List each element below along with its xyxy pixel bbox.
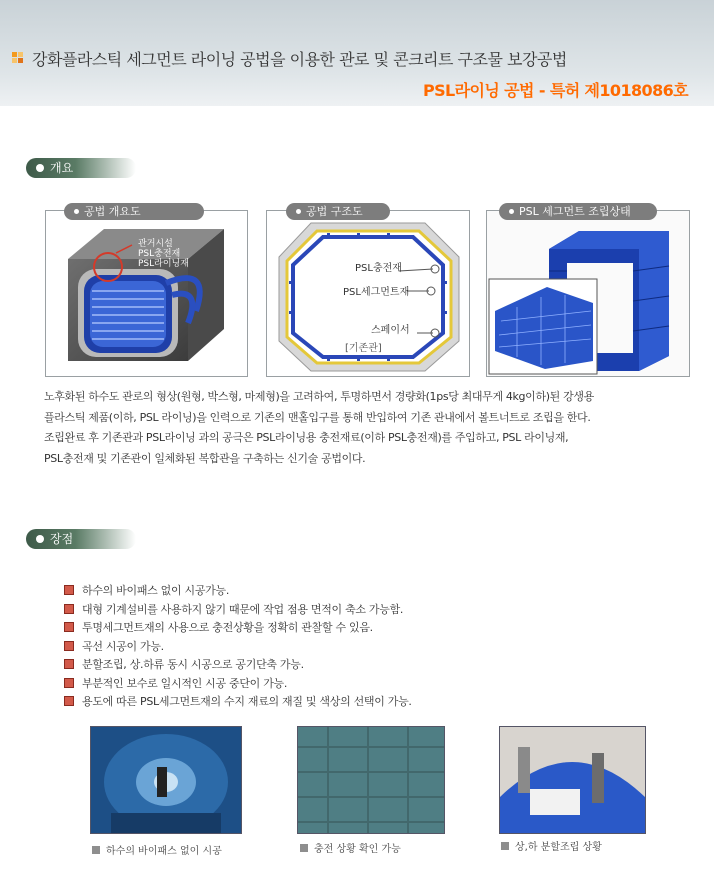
- panel-label-structure: 공법 구조도: [286, 203, 390, 220]
- checkbox-bullet-icon: [64, 585, 74, 595]
- panel-label-assembly: PSL 세그먼트 조립상태: [499, 203, 657, 220]
- page-title: 강화플라스틱 세그먼트 라이닝 공법을 이용한 관로 및 콘크리트 구조물 보강공법: [32, 50, 567, 69]
- overview-section-label: 개요: [26, 158, 136, 178]
- list-item: 대형 기계설비를 사용하지 않기 때문에 작업 점용 면적이 축소 가능함.: [64, 601, 412, 620]
- pipe-cross-section-diagram: [46, 211, 247, 376]
- list-item: 분할조립, 상.하류 동시 시공으로 공기단축 가능.: [64, 656, 412, 675]
- advantages-section-label: 장점: [26, 529, 136, 549]
- callout-filler: PSL충전재: [138, 249, 181, 259]
- photo-bypass: [90, 726, 242, 834]
- photo-caption: 충전 상황 확인 가능: [300, 840, 401, 855]
- callout-segment: PSL세그먼트재: [343, 287, 410, 298]
- checkbox-bullet-icon: [64, 678, 74, 688]
- bullet-icon: [296, 209, 301, 214]
- list-item: 곡선 시공이 가능.: [64, 638, 412, 657]
- square-bullet-icon: [92, 846, 100, 854]
- photo-filling-check: [297, 726, 445, 834]
- description-line: 플라스틱 제품(이하, PSL 라이닝)을 인력으로 기존의 맨홀입구를 통해 반입하여 기존 관내에서 볼트너트로 조립을 한다.: [44, 410, 591, 424]
- square-bullet-icon: [501, 842, 509, 850]
- segment-assembly-panel: [486, 210, 690, 377]
- orange-squares-icon: [12, 52, 24, 64]
- checkbox-bullet-icon: [64, 604, 74, 614]
- list-item: 하수의 바이패스 없이 시공가능.: [64, 582, 412, 601]
- method-overview-panel: [45, 210, 248, 377]
- checkbox-bullet-icon: [64, 641, 74, 651]
- overview-description: [44, 387, 684, 469]
- bullet-icon: [509, 209, 514, 214]
- list-item: 용도에 따른 PSL세그먼트재의 수지 재료의 재질 및 색상의 선택이 가능.: [64, 693, 412, 712]
- square-bullet-icon: [300, 844, 308, 852]
- checkbox-bullet-icon: [64, 659, 74, 669]
- list-item: 부분적인 보수로 일시적인 시공 중단이 가능.: [64, 675, 412, 694]
- bullet-icon: [36, 164, 44, 172]
- description-line: 노후화된 하수도 관로의 형상(원형, 박스형, 마제형)을 고려하여, 투명하면서 경량화(1ps당 최대무게 4kg이하)된 강생용: [44, 390, 594, 403]
- page-header: [0, 0, 714, 106]
- panel-label-overview: 공법 개요도: [64, 203, 204, 220]
- checkbox-bullet-icon: [64, 622, 74, 632]
- page-subtitle: PSL라이닝 공법 - 특허 제1018086호: [422, 81, 688, 100]
- callout-existing-pipe: [기존관]: [345, 343, 382, 354]
- photo-split-assembly: [499, 726, 646, 834]
- description-line: PSL충전재 및 기존관이 일체화된 복합관을 구축하는 신기술 공법이다.: [44, 451, 366, 465]
- callout-spacer: 스페이서: [371, 325, 410, 336]
- photo-caption: 하수의 바이패스 없이 시공: [92, 842, 222, 857]
- segment-assembly-photo: [487, 211, 689, 376]
- bullet-icon: [36, 535, 44, 543]
- list-item: 투명세그먼트재의 사용으로 충전상황을 정확히 관찰할 수 있음.: [64, 619, 412, 638]
- method-structure-panel: [266, 210, 470, 377]
- bullet-icon: [74, 209, 79, 214]
- checkbox-bullet-icon: [64, 696, 74, 706]
- callout-filler-2: PSL충전재: [355, 263, 402, 274]
- description-line: 조립완료 후 기존관과 PSL라이닝 과의 공극은 PSL라이닝용 충전재료(이하 PSL충전재)를 주입하고, PSL 라이닝재,: [44, 431, 569, 444]
- advantages-list: [64, 582, 412, 712]
- callout-lining: PSL라이닝재: [138, 259, 189, 269]
- callout-sewer: 관거시설: [138, 239, 173, 249]
- photo-caption: 상,하 분할조립 상황: [501, 838, 602, 853]
